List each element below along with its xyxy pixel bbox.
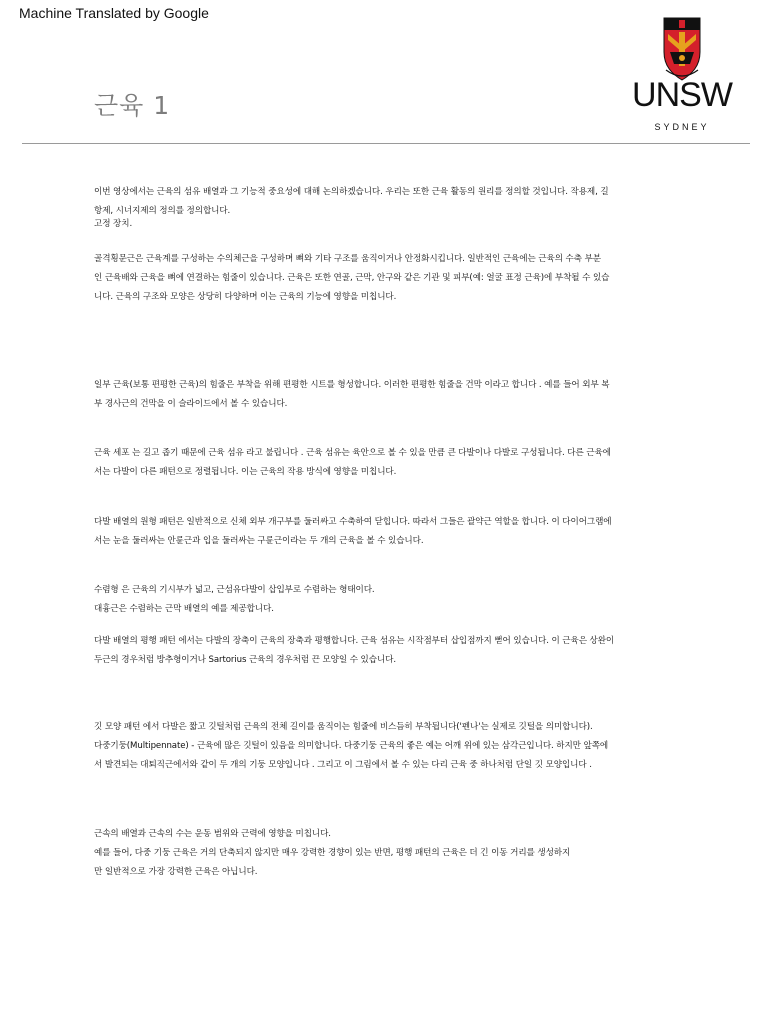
text-line: 근육 세포 는 길고 좁기 때문에 근육 섬유 라고 불립니다 . 근육 섬유는 육안으로 볼 수 있을 만큼 큰 다발이나 다발로 구성됩니다. 다른 근육에	[94, 448, 611, 458]
text-line: 깃 모양 패턴 에서 다발은 짧고 깃털처럼 근육의 전체 길이를 움직이는 힘줄에 비스듬히 부착됩니다('펜나'는 실제로 깃털을 의미합니다).	[94, 722, 593, 732]
text-line: 수렴형 은 근육의 기시부가 넓고, 근섬유다발이 삽입부로 수렴하는 형태이다.	[94, 585, 375, 595]
text-line: 두근의 경우처럼 방추형이거나 Sartorius 근육의 경우처럼 끈 모양일 수 있습니다.	[94, 655, 396, 665]
text-line: 니다. 근육의 구조와 모양은 상당히 다양하며 이는 근육의 기능에 영향을 미칩니다.	[94, 292, 397, 302]
text-line: 대흉근은 수렴하는 근막 배열의 예를 제공합니다.	[94, 604, 274, 614]
translation-banner: Machine Translated by Google	[19, 5, 209, 21]
paragraph-convergent-pattern	[94, 581, 674, 619]
paragraph-aponeurosis	[94, 376, 674, 414]
text-line: 부 경사근의 건막을 이 슬라이드에서 볼 수 있습니다.	[94, 399, 288, 409]
text-line: 다발 배열의 평행 패턴 에서는 다발의 장축이 근육의 장축과 평행합니다. 근육 섬유는 시작점부터 삽입점까지 뻗어 있습니다. 이 근육은 상완이	[94, 636, 615, 646]
paragraph-pennate-pattern	[94, 718, 674, 775]
text-line: 이번 영상에서는 근육의 섬유 배열과 그 기능적 중요성에 대해 논의하겠습니다. 우리는 또한 근육 활동의 원리를 정의할 것입니다. 작용제, 길	[94, 187, 609, 197]
header-divider	[22, 143, 750, 144]
paragraph-parallel-pattern	[94, 632, 674, 670]
text-line: 다발 배열의 원형 패턴은 일반적으로 신체 외부 개구부를 둘러싸고 수축하여 닫힙니다. 따라서 그들은 괄약근 역할을 합니다. 이 다이어그램에	[94, 517, 612, 527]
paragraph-skeletal-muscle	[94, 250, 674, 307]
text-line: 항제, 시너지제의 정의를 정의합니다.	[94, 206, 231, 216]
text-line: 고정 장치.	[94, 219, 133, 229]
crest-icon	[662, 16, 702, 82]
paragraph-circular-pattern	[94, 513, 674, 551]
logo-subtitle: SYDNEY	[654, 122, 710, 132]
text-line: 만 일반적으로 가장 강력한 근육은 아닙니다.	[94, 867, 258, 877]
paragraph-intro	[94, 183, 674, 230]
text-line: 예를 들어, 다중 기둥 근육은 거의 단축되지 않지만 매우 강력한 경향이 있는 반면, 평행 패턴의 근육은 더 긴 이동 거리를 생성하지	[94, 848, 571, 858]
paragraph-range-and-power	[94, 825, 674, 882]
text-line: 서는 다발이 다른 패턴으로 정렬됩니다. 이는 근육의 작용 방식에 영향을 미칩니다.	[94, 467, 397, 477]
text-line: 근속의 배열과 근속의 수는 운동 범위와 근력에 영향을 미칩니다.	[94, 829, 331, 839]
text-line: 골격횡문근은 근육계를 구성하는 수의체근을 구성하며 뼈와 기타 구조를 움직이거나 안정화시킵니다. 일반적인 근육에는 근육의 수축 부분	[94, 254, 601, 264]
paragraph-fascicles	[94, 444, 674, 482]
text-line: 서는 눈을 둘러싸는 안륜근과 입을 둘러싸는 구륜근이라는 두 개의 근육을 볼 수 있습니다.	[94, 536, 424, 546]
text-line: 인 근육배와 근육을 뼈에 연결하는 힘줄이 있습니다. 근육은 또한 연골, 근막, 안구와 같은 기관 및 피부(예: 얼굴 표정 근육)에 부착될 수 있습	[94, 273, 610, 283]
text-line: 다중기둥(Multipennate) - 근육에 많은 깃털이 있음을 의미합니다. 다중기둥 근육의 좋은 예는 어깨 위에 있는 삼각근입니다. 하지만 앞쪽에	[94, 741, 609, 751]
page-title: 근육 1	[94, 91, 171, 120]
text-line: 서 발견되는 대퇴직근에서와 같이 두 개의 기둥 모양입니다 . 그리고 이 그림에서 볼 수 있는 다리 근육 중 하나처럼 단일 깃 모양입니다 .	[94, 760, 592, 770]
text-line: 일부 근육(보통 편평한 근육)의 힘줄은 부착을 위해 편평한 시트를 형성합니다. 이러한 편평한 힘줄을 건막 이라고 합니다 . 예를 들어 외부 복	[94, 380, 610, 390]
logo-wordmark: UNSW	[632, 76, 732, 114]
unsw-logo	[628, 16, 736, 132]
